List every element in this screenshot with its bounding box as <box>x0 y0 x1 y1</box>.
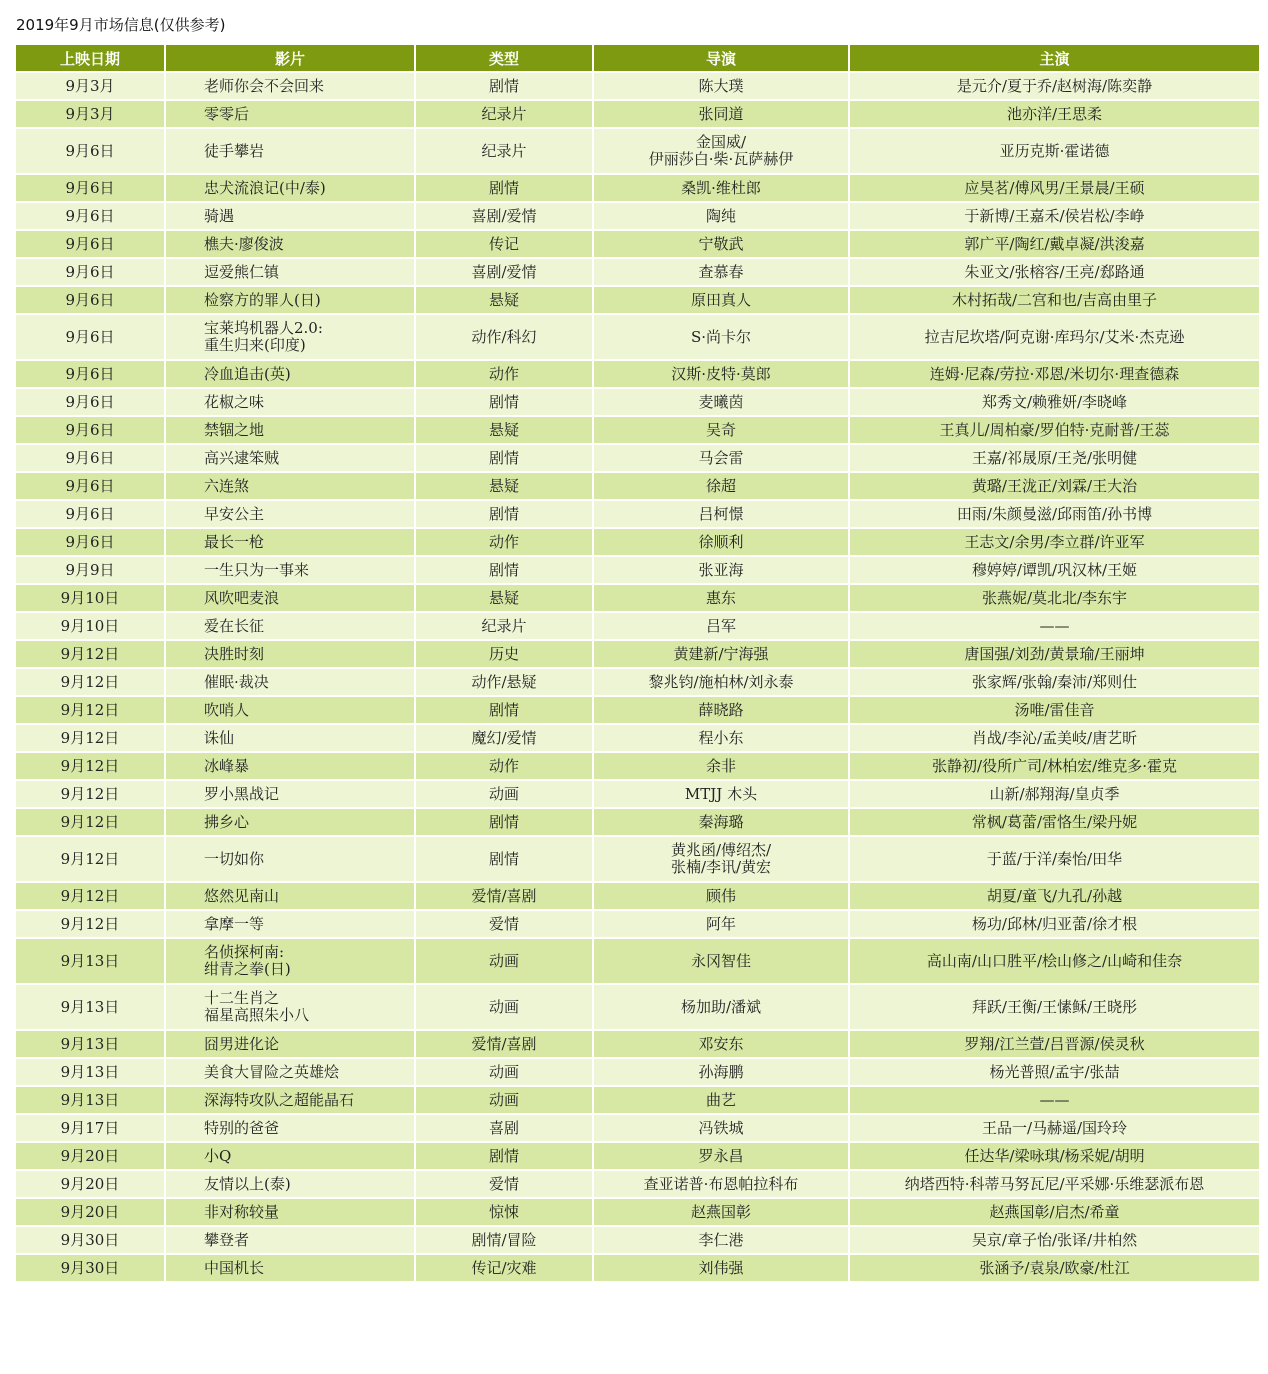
director-cell: 秦海璐 <box>593 808 849 836</box>
director-cell: 徐超 <box>593 472 849 500</box>
cast-cell: 拜跃/王衡/王愫稣/王晓彤 <box>849 984 1260 1030</box>
film-cell: 诛仙 <box>165 724 415 752</box>
release-date-cell: 9月6日 <box>15 472 165 500</box>
release-date-cell: 9月6日 <box>15 360 165 388</box>
table-row <box>15 1114 1260 1142</box>
director-cell: 程小东 <box>593 724 849 752</box>
cast-cell: 胡夏/童飞/九孔/孙越 <box>849 882 1260 910</box>
director-cell: 曲艺 <box>593 1086 849 1114</box>
film-cell: 拿摩一等 <box>165 910 415 938</box>
film-cell: 冷血追击(英) <box>165 360 415 388</box>
director-cell: 赵燕国彰 <box>593 1198 849 1226</box>
genre-cell: 剧情 <box>415 388 593 416</box>
genre-cell: 动作/悬疑 <box>415 668 593 696</box>
release-date-cell: 9月12日 <box>15 882 165 910</box>
release-date-cell: 9月12日 <box>15 780 165 808</box>
director-cell: 顾伟 <box>593 882 849 910</box>
genre-cell: 喜剧/爱情 <box>415 258 593 286</box>
table-row <box>15 780 1260 808</box>
cast-cell: 王真儿/周柏豪/罗伯特·克耐普/王蕊 <box>849 416 1260 444</box>
page-title: 2019年9月市场信息(仅供参考) <box>16 16 226 34</box>
cast-cell: 杨光普照/孟宇/张喆 <box>849 1058 1260 1086</box>
director-cell: 阿年 <box>593 910 849 938</box>
cast-cell: 亚历克斯·霍诺德 <box>849 128 1260 174</box>
release-date-cell: 9月13日 <box>15 938 165 984</box>
genre-cell: 喜剧 <box>415 1114 593 1142</box>
header-cast: 主演 <box>849 44 1260 72</box>
director-cell: 冯铁城 <box>593 1114 849 1142</box>
release-date-cell: 9月6日 <box>15 416 165 444</box>
film-cell: 决胜时刻 <box>165 640 415 668</box>
film-cell: 深海特攻队之超能晶石 <box>165 1086 415 1114</box>
release-date-cell: 9月20日 <box>15 1198 165 1226</box>
release-date-cell: 9月13日 <box>15 984 165 1030</box>
cast-cell: 唐国强/刘劲/黄景瑜/王丽坤 <box>849 640 1260 668</box>
cast-cell: 吴京/章子怡/张译/井柏然 <box>849 1226 1260 1254</box>
director-cell: 徐顺利 <box>593 528 849 556</box>
film-cell: 检察方的罪人(日) <box>165 286 415 314</box>
table-row <box>15 1086 1260 1114</box>
director-cell: 李仁港 <box>593 1226 849 1254</box>
genre-cell: 剧情 <box>415 556 593 584</box>
table-row <box>15 202 1260 230</box>
table-row <box>15 612 1260 640</box>
table-row <box>15 72 1260 100</box>
cast-cell: 于蓝/于洋/秦怡/田华 <box>849 836 1260 882</box>
table-row <box>15 984 1260 1030</box>
film-cell: 悠然见南山 <box>165 882 415 910</box>
cast-cell: 郭广平/陶红/戴卓凝/洪浚嘉 <box>849 230 1260 258</box>
film-cell: 冰峰暴 <box>165 752 415 780</box>
cast-cell: 汤唯/雷佳音 <box>849 696 1260 724</box>
cast-cell: 张静初/役所广司/林柏宏/维克多·霍克 <box>849 752 1260 780</box>
release-date-cell: 9月6日 <box>15 444 165 472</box>
cast-cell: 郑秀文/赖雅妍/李晓峰 <box>849 388 1260 416</box>
cast-cell: 田雨/朱颜曼滋/邱雨笛/孙书博 <box>849 500 1260 528</box>
release-date-cell: 9月6日 <box>15 314 165 360</box>
genre-cell: 剧情 <box>415 444 593 472</box>
table-row <box>15 286 1260 314</box>
cast-cell: 连姆·尼森/劳拉·邓恩/米切尔·理查德森 <box>849 360 1260 388</box>
film-cell: 十二生肖之 福星高照朱小八 <box>165 984 415 1030</box>
release-date-cell: 9月6日 <box>15 286 165 314</box>
release-date-cell: 9月6日 <box>15 500 165 528</box>
genre-cell: 纪录片 <box>415 612 593 640</box>
cast-cell: 穆婷婷/谭凯/巩汉林/王姬 <box>849 556 1260 584</box>
director-cell: 吕军 <box>593 612 849 640</box>
genre-cell: 悬疑 <box>415 584 593 612</box>
table-row <box>15 808 1260 836</box>
film-cell: 一生只为一事来 <box>165 556 415 584</box>
header-director: 导演 <box>593 44 849 72</box>
release-date-cell: 9月6日 <box>15 174 165 202</box>
film-cell: 爱在长征 <box>165 612 415 640</box>
release-date-cell: 9月10日 <box>15 612 165 640</box>
table-row <box>15 910 1260 938</box>
cast-cell: 拉吉尼坎塔/阿克谢·库玛尔/艾米·杰克逊 <box>849 314 1260 360</box>
director-cell: 吕柯憬 <box>593 500 849 528</box>
table-row <box>15 640 1260 668</box>
table-body <box>15 72 1260 1282</box>
cast-cell: 赵燕国彰/启杰/希童 <box>849 1198 1260 1226</box>
genre-cell: 历史 <box>415 640 593 668</box>
cast-cell: 常枫/葛蕾/雷恪生/梁丹妮 <box>849 808 1260 836</box>
genre-cell: 惊悚 <box>415 1198 593 1226</box>
release-date-cell: 9月12日 <box>15 724 165 752</box>
release-date-cell: 9月10日 <box>15 584 165 612</box>
film-cell: 六连煞 <box>165 472 415 500</box>
table-header-row <box>15 44 1260 72</box>
table-row <box>15 444 1260 472</box>
film-cell: 名侦探柯南: 绀青之拳(日) <box>165 938 415 984</box>
director-cell: 黄建新/宁海强 <box>593 640 849 668</box>
film-cell: 攀登者 <box>165 1226 415 1254</box>
genre-cell: 动画 <box>415 1086 593 1114</box>
cast-cell: 张燕妮/莫北北/李东宇 <box>849 584 1260 612</box>
table-row <box>15 100 1260 128</box>
genre-cell: 魔幻/爱情 <box>415 724 593 752</box>
director-cell: 张亚海 <box>593 556 849 584</box>
film-cell: 早安公主 <box>165 500 415 528</box>
cast-cell: 罗翔/江兰萱/吕晋源/侯灵秋 <box>849 1030 1260 1058</box>
cast-cell: 山新/郝翔海/皇贞季 <box>849 780 1260 808</box>
film-cell: 禁锢之地 <box>165 416 415 444</box>
genre-cell: 剧情/冒险 <box>415 1226 593 1254</box>
film-cell: 老师你会不会回来 <box>165 72 415 100</box>
film-cell: 一切如你 <box>165 836 415 882</box>
cast-cell: 是元介/夏于乔/赵树海/陈奕静 <box>849 72 1260 100</box>
table-row <box>15 724 1260 752</box>
header-film: 影片 <box>165 44 415 72</box>
release-date-cell: 9月6日 <box>15 528 165 556</box>
table-row <box>15 938 1260 984</box>
release-schedule-table <box>14 43 1261 1283</box>
cast-cell: 纳塔西特·科蒂马努瓦尼/平采娜·乐维瑟派布恩 <box>849 1170 1260 1198</box>
genre-cell: 动作 <box>415 360 593 388</box>
release-date-cell: 9月13日 <box>15 1086 165 1114</box>
table-row <box>15 752 1260 780</box>
release-date-cell: 9月6日 <box>15 388 165 416</box>
genre-cell: 剧情 <box>415 696 593 724</box>
director-cell: 杨加助/潘斌 <box>593 984 849 1030</box>
cast-cell: 王品一/马赫遥/国玲玲 <box>849 1114 1260 1142</box>
genre-cell: 动作 <box>415 752 593 780</box>
table-row <box>15 314 1260 360</box>
film-cell: 高兴逮笨贼 <box>165 444 415 472</box>
film-cell: 忠犬流浪记(中/泰) <box>165 174 415 202</box>
film-cell: 非对称较量 <box>165 1198 415 1226</box>
table-row <box>15 416 1260 444</box>
table-row <box>15 472 1260 500</box>
film-cell: 囧男进化论 <box>165 1030 415 1058</box>
genre-cell: 纪录片 <box>415 128 593 174</box>
cast-cell: 应昊茗/傅风男/王景晨/王硕 <box>849 174 1260 202</box>
cast-cell: 张家辉/张翰/秦沛/郑则仕 <box>849 668 1260 696</box>
release-date-cell: 9月12日 <box>15 696 165 724</box>
genre-cell: 剧情 <box>415 1142 593 1170</box>
director-cell: 陈大璞 <box>593 72 849 100</box>
film-cell: 特别的爸爸 <box>165 1114 415 1142</box>
table-row <box>15 128 1260 174</box>
cast-cell: 杨功/邱林/归亚蕾/徐才根 <box>849 910 1260 938</box>
table-row <box>15 500 1260 528</box>
table-row <box>15 388 1260 416</box>
table-row <box>15 174 1260 202</box>
release-date-cell: 9月12日 <box>15 668 165 696</box>
cast-cell: —— <box>849 612 1260 640</box>
cast-cell: 张涵予/袁泉/欧豪/杜江 <box>849 1254 1260 1282</box>
table-row <box>15 584 1260 612</box>
cast-cell: 黄璐/王泷正/刘霖/王大治 <box>849 472 1260 500</box>
film-cell: 逗爱熊仁镇 <box>165 258 415 286</box>
film-cell: 最长一枪 <box>165 528 415 556</box>
genre-cell: 剧情 <box>415 500 593 528</box>
director-cell: 黄兆函/傅绍杰/ 张楠/李讯/黄宏 <box>593 836 849 882</box>
release-date-cell: 9月12日 <box>15 640 165 668</box>
film-cell: 吹哨人 <box>165 696 415 724</box>
table-row <box>15 836 1260 882</box>
release-date-cell: 9月12日 <box>15 836 165 882</box>
release-date-cell: 9月20日 <box>15 1142 165 1170</box>
genre-cell: 动画 <box>415 984 593 1030</box>
table-row <box>15 556 1260 584</box>
director-cell: 张同道 <box>593 100 849 128</box>
release-date-cell: 9月30日 <box>15 1254 165 1282</box>
release-date-cell: 9月13日 <box>15 1030 165 1058</box>
genre-cell: 悬疑 <box>415 416 593 444</box>
director-cell: 查亚诺普·布恩帕拉科布 <box>593 1170 849 1198</box>
release-date-cell: 9月17日 <box>15 1114 165 1142</box>
genre-cell: 动作 <box>415 528 593 556</box>
director-cell: 马会雷 <box>593 444 849 472</box>
table-row <box>15 668 1260 696</box>
header-genre: 类型 <box>415 44 593 72</box>
release-date-cell: 9月12日 <box>15 808 165 836</box>
table-row <box>15 1058 1260 1086</box>
genre-cell: 爱情/喜剧 <box>415 1030 593 1058</box>
release-date-cell: 9月12日 <box>15 752 165 780</box>
film-cell: 中国机长 <box>165 1254 415 1282</box>
director-cell: 原田真人 <box>593 286 849 314</box>
genre-cell: 动画 <box>415 1058 593 1086</box>
table-row <box>15 696 1260 724</box>
director-cell: 汉斯·皮特·莫郎 <box>593 360 849 388</box>
release-date-cell: 9月13日 <box>15 1058 165 1086</box>
film-cell: 零零后 <box>165 100 415 128</box>
film-cell: 罗小黑战记 <box>165 780 415 808</box>
release-date-cell: 9月6日 <box>15 258 165 286</box>
table-row <box>15 258 1260 286</box>
table-row <box>15 230 1260 258</box>
release-date-cell: 9月30日 <box>15 1226 165 1254</box>
release-date-cell: 9月6日 <box>15 128 165 174</box>
genre-cell: 剧情 <box>415 808 593 836</box>
table-row <box>15 360 1260 388</box>
film-cell: 小Q <box>165 1142 415 1170</box>
table-row <box>15 1198 1260 1226</box>
release-date-cell: 9月9日 <box>15 556 165 584</box>
release-date-cell: 9月20日 <box>15 1170 165 1198</box>
cast-cell: 任达华/梁咏琪/杨采妮/胡明 <box>849 1142 1260 1170</box>
table-row <box>15 1030 1260 1058</box>
director-cell: MTJJ 木头 <box>593 780 849 808</box>
cast-cell: 木村拓哉/二宫和也/吉高由里子 <box>849 286 1260 314</box>
director-cell: 陶纯 <box>593 202 849 230</box>
director-cell: 吴奇 <box>593 416 849 444</box>
director-cell: 余非 <box>593 752 849 780</box>
genre-cell: 纪录片 <box>415 100 593 128</box>
header-release-date: 上映日期 <box>15 44 165 72</box>
genre-cell: 爱情/喜剧 <box>415 882 593 910</box>
cast-cell: 肖战/李沁/孟美岐/唐艺昕 <box>849 724 1260 752</box>
director-cell: 刘伟强 <box>593 1254 849 1282</box>
genre-cell: 传记 <box>415 230 593 258</box>
film-cell: 美食大冒险之英雄烩 <box>165 1058 415 1086</box>
director-cell: 永冈智佳 <box>593 938 849 984</box>
director-cell: 桑凯·维杜郎 <box>593 174 849 202</box>
release-date-cell: 9月12日 <box>15 910 165 938</box>
table-row <box>15 882 1260 910</box>
table-row <box>15 528 1260 556</box>
genre-cell: 悬疑 <box>415 472 593 500</box>
genre-cell: 爱情 <box>415 1170 593 1198</box>
cast-cell: 王志文/余男/李立群/许亚军 <box>849 528 1260 556</box>
director-cell: 薛晓路 <box>593 696 849 724</box>
release-date-cell: 9月3月 <box>15 72 165 100</box>
director-cell: 罗永昌 <box>593 1142 849 1170</box>
director-cell: S·尚卡尔 <box>593 314 849 360</box>
genre-cell: 剧情 <box>415 72 593 100</box>
director-cell: 邓安东 <box>593 1030 849 1058</box>
director-cell: 麦曦茵 <box>593 388 849 416</box>
director-cell: 黎兆钧/施柏林/刘永泰 <box>593 668 849 696</box>
release-date-cell: 9月3月 <box>15 100 165 128</box>
cast-cell: 于新博/王嘉禾/侯岩松/李峥 <box>849 202 1260 230</box>
film-cell: 风吹吧麦浪 <box>165 584 415 612</box>
film-cell: 樵夫·廖俊波 <box>165 230 415 258</box>
genre-cell: 喜剧/爱情 <box>415 202 593 230</box>
genre-cell: 悬疑 <box>415 286 593 314</box>
genre-cell: 动作/科幻 <box>415 314 593 360</box>
release-date-cell: 9月6日 <box>15 230 165 258</box>
genre-cell: 动画 <box>415 780 593 808</box>
table-row <box>15 1254 1260 1282</box>
cast-cell: 高山南/山口胜平/桧山修之/山崎和佳奈 <box>849 938 1260 984</box>
cast-cell: 朱亚文/张榕容/王亮/郄路通 <box>849 258 1260 286</box>
director-cell: 宁敬武 <box>593 230 849 258</box>
cast-cell: —— <box>849 1086 1260 1114</box>
director-cell: 惠东 <box>593 584 849 612</box>
film-cell: 催眠·裁决 <box>165 668 415 696</box>
film-cell: 友情以上(泰) <box>165 1170 415 1198</box>
genre-cell: 爱情 <box>415 910 593 938</box>
cast-cell: 池亦洋/王思柔 <box>849 100 1260 128</box>
director-cell: 金国威/ 伊丽莎白·柴·瓦萨赫伊 <box>593 128 849 174</box>
genre-cell: 动画 <box>415 938 593 984</box>
table-row <box>15 1170 1260 1198</box>
film-cell: 花椒之味 <box>165 388 415 416</box>
table-row <box>15 1226 1260 1254</box>
director-cell: 孙海鹏 <box>593 1058 849 1086</box>
genre-cell: 剧情 <box>415 174 593 202</box>
film-cell: 拂乡心 <box>165 808 415 836</box>
director-cell: 查慕春 <box>593 258 849 286</box>
film-cell: 骑遇 <box>165 202 415 230</box>
genre-cell: 剧情 <box>415 836 593 882</box>
cast-cell: 王嘉/祁晟原/王尧/张明健 <box>849 444 1260 472</box>
film-cell: 宝莱坞机器人2.0: 重生归来(印度) <box>165 314 415 360</box>
table-row <box>15 1142 1260 1170</box>
genre-cell: 传记/灾难 <box>415 1254 593 1282</box>
release-date-cell: 9月6日 <box>15 202 165 230</box>
film-cell: 徒手攀岩 <box>165 128 415 174</box>
